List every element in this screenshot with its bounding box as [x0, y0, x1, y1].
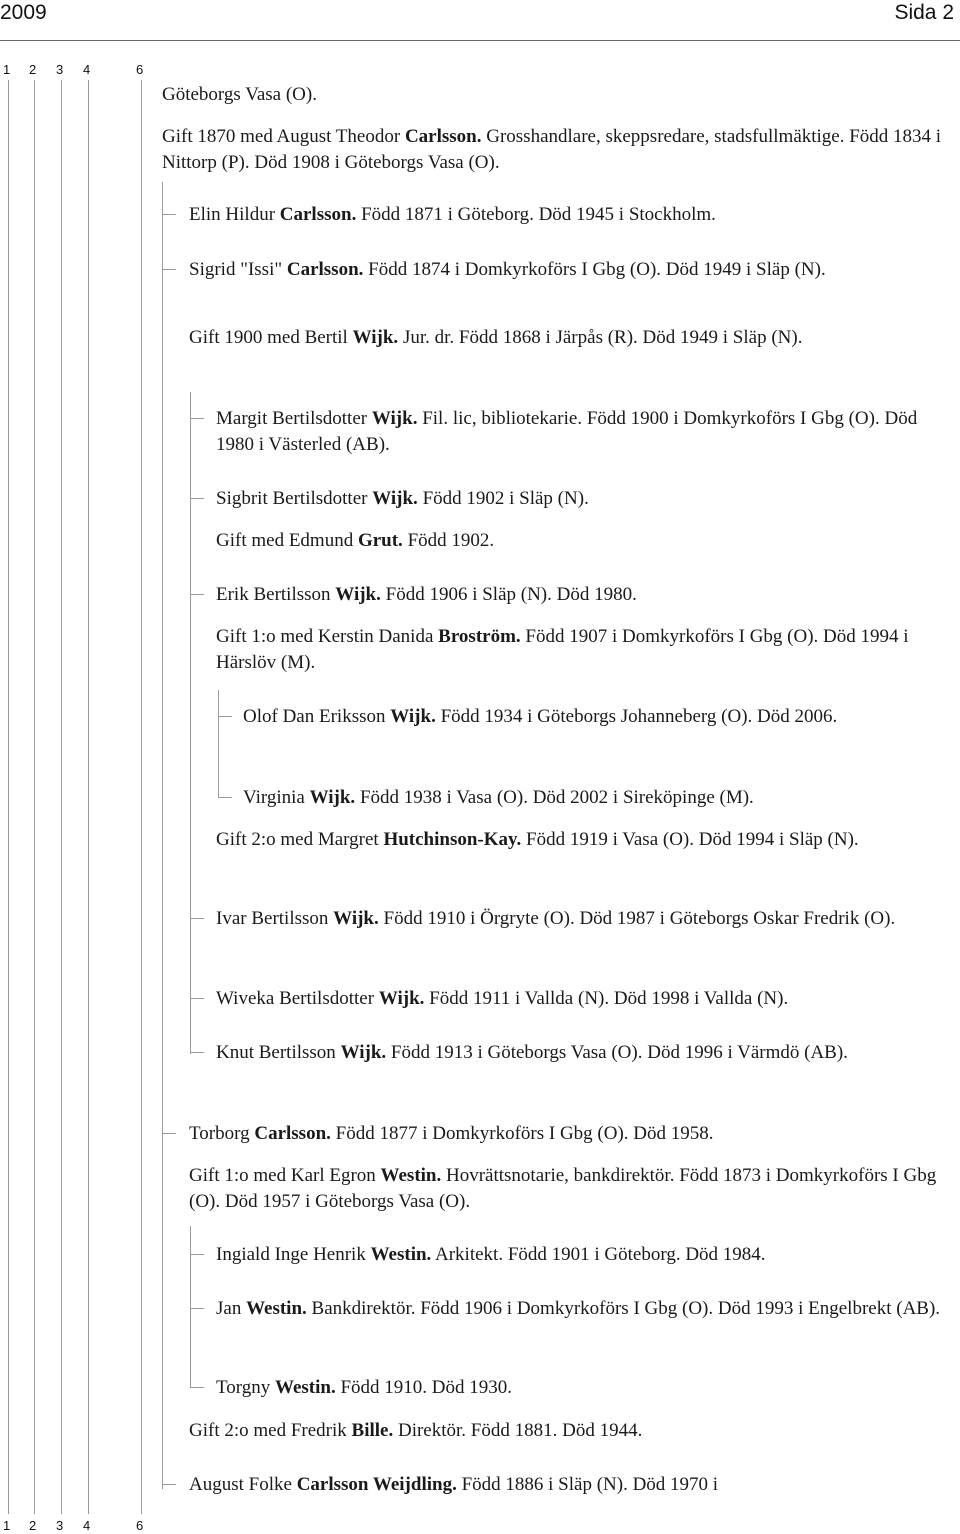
surname: Wijk.: [390, 706, 436, 727]
genealogy-entry: Gift 1:o med Kerstin Danida Broström. Född 1907 i Domkyrkoförs I Gbg (O). Död 1994 i Härslöv (M).: [216, 626, 909, 673]
surname: Westin.: [380, 1165, 442, 1186]
surname: Wijk.: [335, 584, 381, 605]
surname: Grut.: [357, 530, 403, 551]
surname: Westin.: [246, 1298, 307, 1319]
genealogy-entry: Gift 1900 med Bertil Wijk. Jur. dr. Född 1868 i Järpås (R). Död 1949 i Släp (N).: [189, 327, 803, 348]
tree-connector-branch: [162, 1484, 176, 1485]
genealogy-entry: Elin Hildur Carlsson. Född 1871 i Göteborg. Död 1945 i Stockholm.: [189, 204, 716, 225]
tree-connector-branch: [218, 716, 232, 717]
tree-connector-branch: [190, 1387, 204, 1388]
genealogy-entry: Göteborgs Vasa (O).: [162, 84, 317, 105]
genealogy-entry: Knut Bertilsson Wijk. Född 1913 i Göteborgs Vasa (O). Död 1996 i Värmdö (AB).: [216, 1042, 848, 1063]
genealogy-entry: Wiveka Bertilsdotter Wijk. Född 1911 i Vallda (N). Död 1998 i Vallda (N).: [216, 988, 789, 1009]
genealogy-entry: Ivar Bertilsson Wijk. Född 1910 i Örgryte (O). Död 1987 i Göteborgs Oskar Fredrik (O).: [216, 908, 896, 929]
genealogy-entry: Ingiald Inge Henrik Westin. Arkitekt. Född 1901 i Göteborg. Död 1984.: [216, 1244, 766, 1265]
tree-connector-branch: [190, 594, 204, 595]
surname: Westin.: [275, 1377, 336, 1398]
tree-connector-branch: [190, 918, 204, 919]
surname: Carlsson.: [279, 204, 357, 225]
surname: Carlsson.: [254, 1123, 331, 1144]
level-label-bottom: 6: [136, 1518, 144, 1533]
level-label-top: 1: [3, 62, 11, 77]
surname: Westin.: [370, 1244, 432, 1265]
level-label-top: 2: [29, 62, 37, 77]
tree-connector-branch: [190, 1052, 204, 1053]
genealogy-entry: Sigrid "Issi" Carlsson. Född 1874 i Domkyrkoförs I Gbg (O). Död 1949 i Släp (N).: [189, 259, 826, 280]
header-rule: [0, 40, 960, 41]
level-label-top: 3: [56, 62, 64, 77]
header-page-number: Sida 2: [894, 1, 954, 24]
level-label-bottom: 1: [3, 1518, 11, 1533]
genealogy-entry: Virginia Wijk. Född 1938 i Vasa (O). Död 2002 i Sireköpinge (M).: [243, 787, 754, 808]
tree-connector-branch: [190, 1308, 204, 1309]
surname: Wijk.: [371, 408, 418, 429]
level-label-bottom: 3: [56, 1518, 64, 1533]
genealogy-entry: Gift 1:o med Karl Egron Westin. Hovrättsnotarie, bankdirektör. Född 1873 i Domkyrkoförs I Gbg (O). Död 1957 i Göteborgs Vasa (O).: [189, 1165, 937, 1212]
genealogy-entry: Torborg Carlsson. Född 1877 i Domkyrkoförs I Gbg (O). Död 1958.: [189, 1123, 714, 1144]
surname: Wijk.: [378, 988, 425, 1009]
tree-connector-branch: [190, 1254, 204, 1255]
genealogy-entry: Olof Dan Eriksson Wijk. Född 1934 i Göteborgs Johanneberg (O). Död 2006.: [243, 706, 838, 727]
surname: Broström.: [438, 626, 521, 647]
tree-connector-branch: [190, 998, 204, 999]
level-guide-line: [88, 80, 89, 1514]
tree-connector-branch: [190, 418, 204, 419]
genealogy-entry: Torgny Westin. Född 1910. Död 1930.: [216, 1377, 513, 1398]
genealogy-entry: August Folke Carlsson Weijdling. Född 1886 i Släp (N). Död 1970 i: [189, 1474, 719, 1495]
surname: Hutchinson-Kay.: [383, 829, 522, 850]
tree-connector-vertical: [162, 182, 163, 1489]
tree-connector-branch: [162, 269, 176, 270]
level-guide-line: [61, 80, 62, 1514]
surname: Carlsson.: [286, 259, 364, 280]
surname: Wijk.: [372, 488, 418, 509]
surname: Bille.: [351, 1420, 394, 1441]
tree-connector-vertical: [218, 690, 219, 798]
level-label-top: 6: [136, 62, 144, 77]
genealogy-entry: Jan Westin. Bankdirektör. Född 1906 i Domkyrkoförs I Gbg (O). Död 1993 i Engelbrekt (AB).: [216, 1298, 941, 1319]
header-year: 2009: [0, 1, 47, 24]
level-label-bottom: 2: [29, 1518, 37, 1533]
level-guide-line: [8, 80, 9, 1514]
surname: Wijk.: [340, 1042, 387, 1063]
tree-connector-vertical: [190, 392, 191, 1054]
surname: Wijk.: [309, 787, 356, 808]
surname: Wijk.: [352, 327, 399, 348]
level-guide-line: [141, 80, 142, 1514]
surname: Wijk.: [333, 908, 379, 929]
genealogy-entry: Gift med Edmund Grut. Född 1902.: [216, 530, 495, 551]
level-label-top: 4: [83, 62, 91, 77]
genealogy-entry: Sigbrit Bertilsdotter Wijk. Född 1902 i Släp (N).: [216, 488, 589, 509]
level-guide-line: [34, 80, 35, 1514]
surname: Carlsson.: [404, 126, 482, 147]
tree-connector-branch: [218, 797, 232, 798]
tree-connector-vertical: [190, 1226, 191, 1388]
tree-connector-branch: [190, 498, 204, 499]
genealogy-entry: Erik Bertilsson Wijk. Född 1906 i Släp (N). Död 1980.: [216, 584, 637, 605]
genealogy-entry: Gift 1870 med August Theodor Carlsson. Grosshandlare, skeppsredare, stadsfullmäktige. Född 1834 i Nittorp (P). Död 1908 i Göteborgs Vasa (O).: [162, 126, 942, 173]
genealogy-entry: Gift 2:o med Fredrik Bille. Direktör. Född 1881. Död 1944.: [189, 1420, 643, 1441]
tree-connector-branch: [162, 1133, 176, 1134]
tree-connector-branch: [162, 214, 176, 215]
level-label-bottom: 4: [83, 1518, 91, 1533]
surname: Carlsson Weijdling.: [296, 1474, 457, 1495]
genealogy-entry: Gift 2:o med Margret Hutchinson-Kay. Född 1919 i Vasa (O). Död 1994 i Släp (N).: [216, 829, 859, 850]
genealogy-entry: Margit Bertilsdotter Wijk. Fil. lic, bibliotekarie. Född 1900 i Domkyrkoförs I Gbg (O). Död 1980 i Västerled (AB).: [216, 408, 918, 455]
